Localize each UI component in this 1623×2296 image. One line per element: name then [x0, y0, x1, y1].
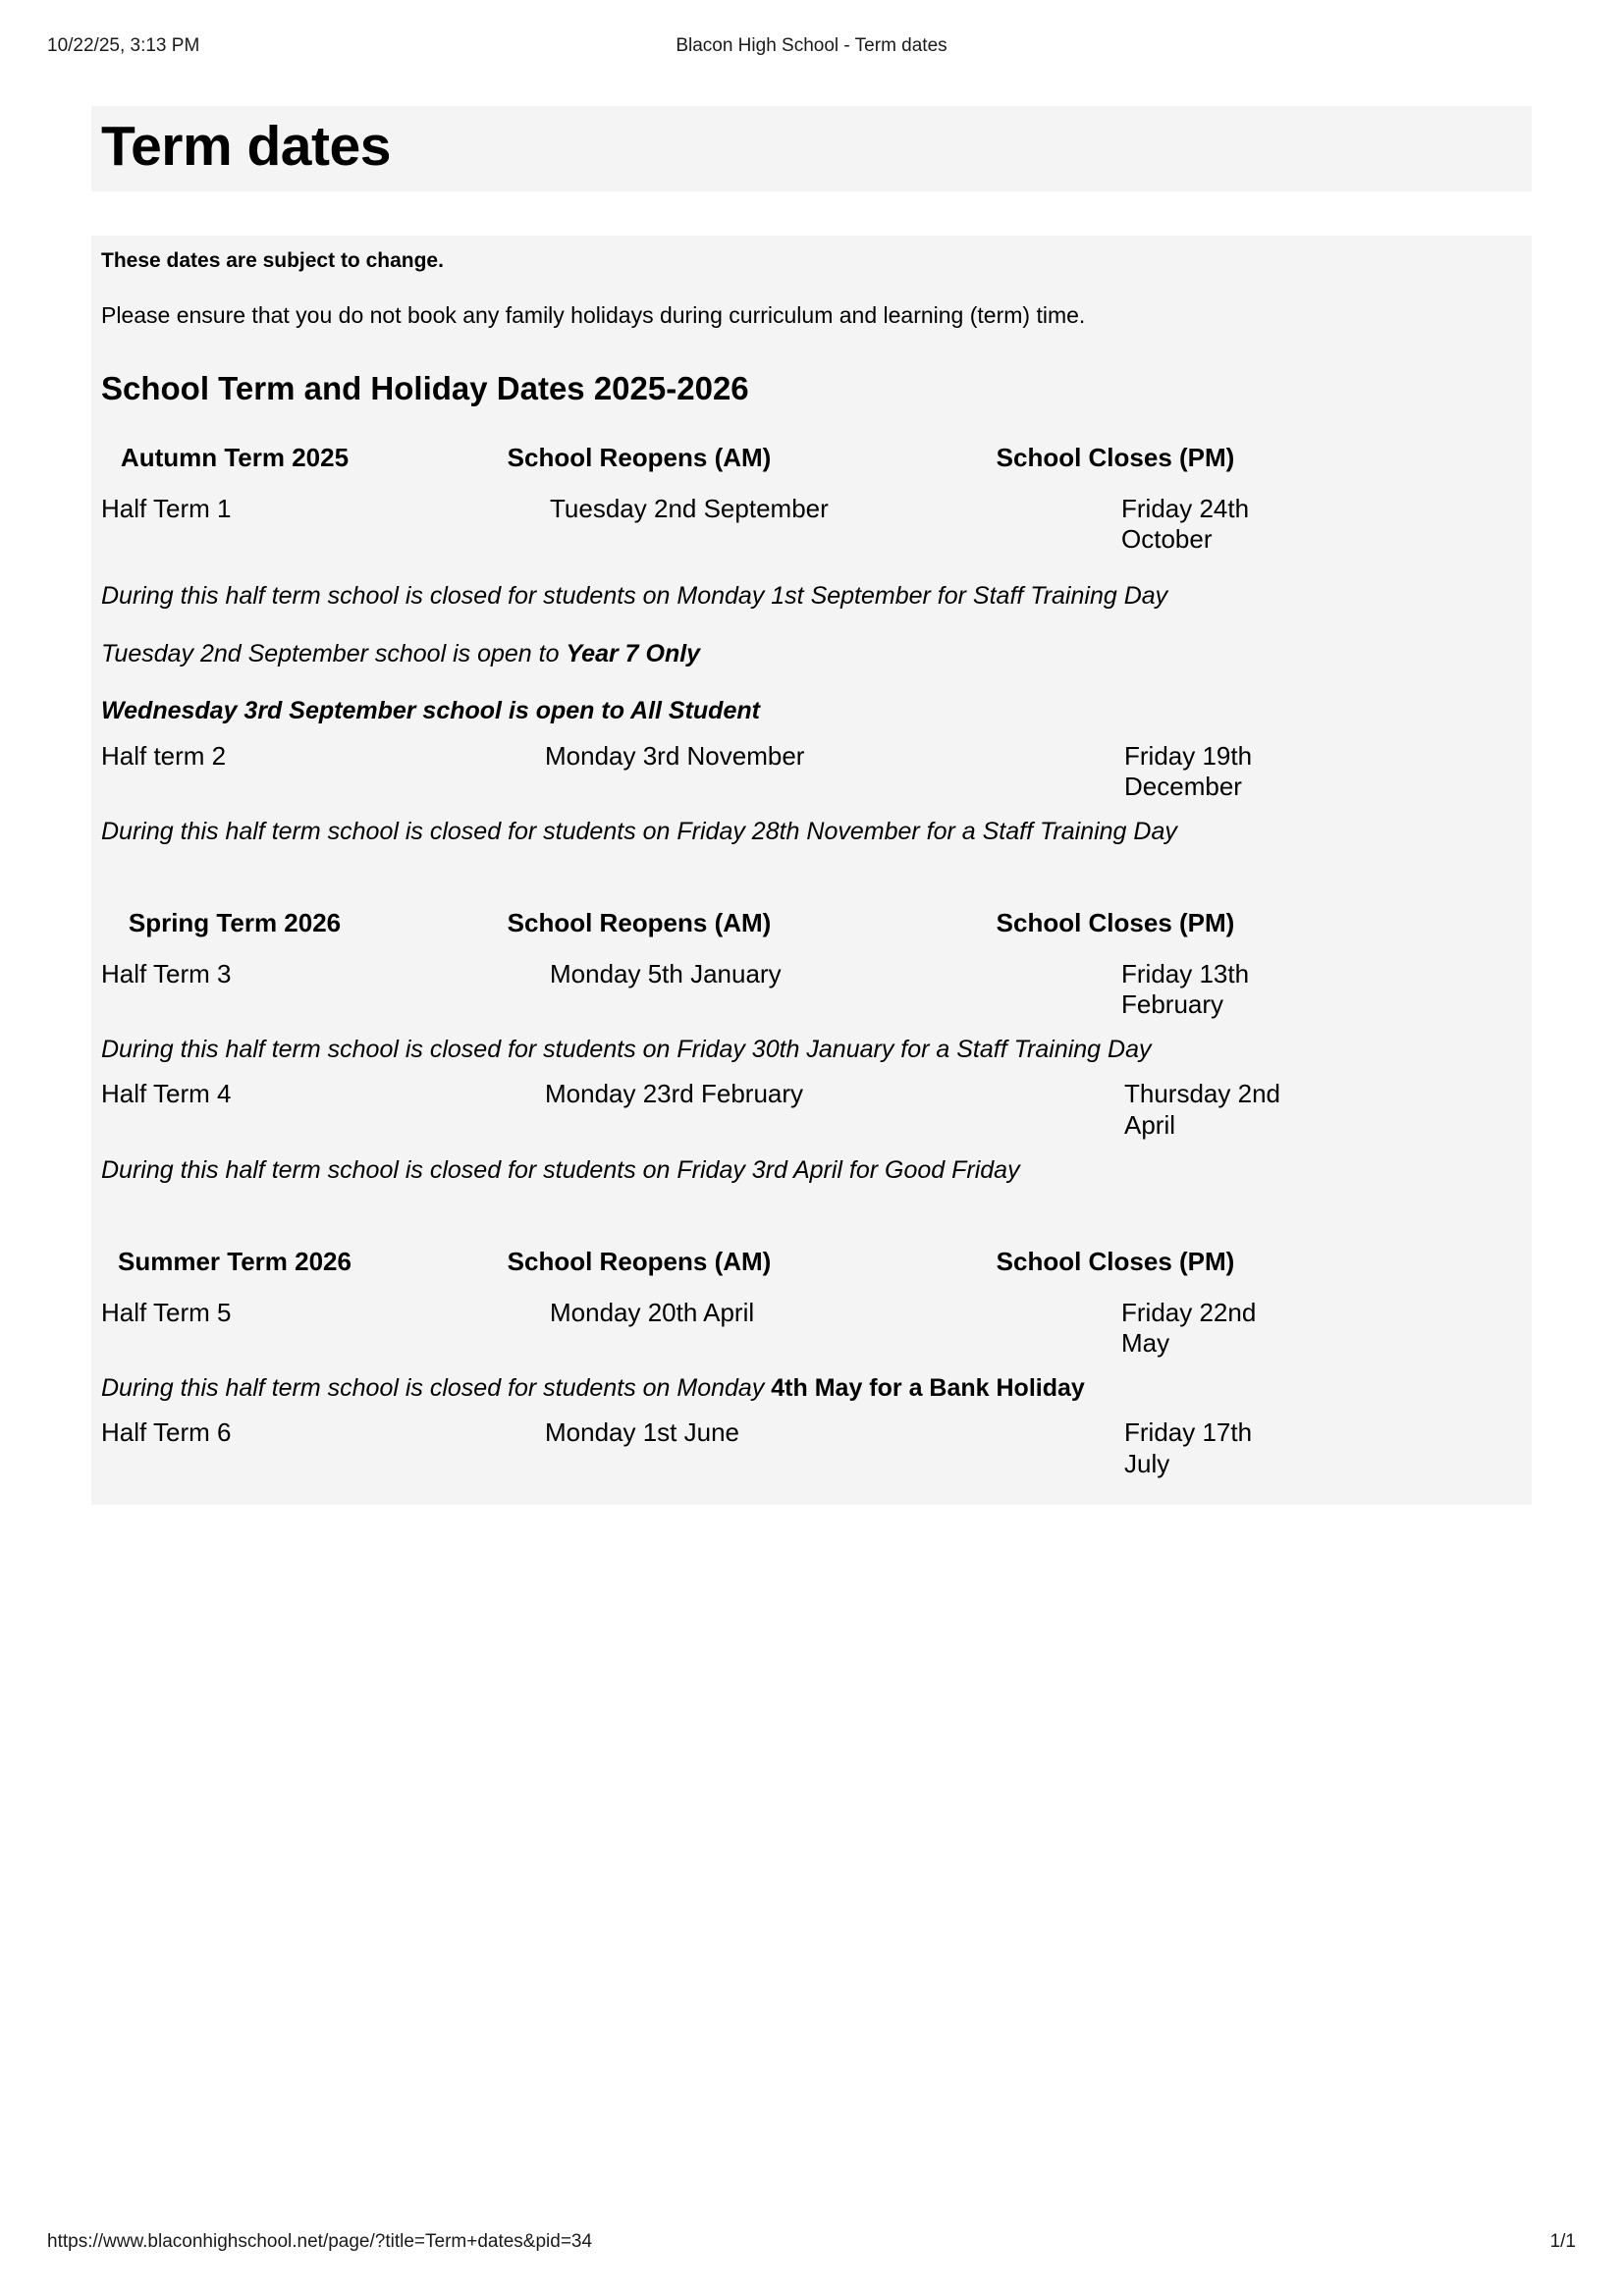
half-term-label: Half Term 4 [101, 1079, 232, 1109]
column-header-reopens: School Reopens (AM) [507, 908, 772, 938]
term-note [101, 695, 1532, 727]
term-name: Spring Term 2026 [128, 908, 342, 938]
term-note-text: During this half term school is closed for students on Friday 28th November for a Staff Training Day [101, 817, 1177, 845]
page-title: Term dates [101, 115, 391, 178]
print-header-date: 10/22/25, 3:13 PM [47, 35, 200, 56]
table-row [101, 494, 1515, 555]
section-heading: School Term and Holiday Dates 2025-2026 [101, 369, 749, 406]
print-footer [0, 2231, 1623, 2255]
term-header-row [101, 1247, 1515, 1277]
table-row [101, 1298, 1515, 1359]
half-term-closes: Friday 24th October [1121, 493, 1250, 554]
spacer [101, 727, 1532, 741]
page-title-band [91, 106, 1532, 191]
term-block-summer [101, 1247, 1532, 1478]
term-note-text: During this half term school is closed for students on Monday 1st September for Staff Training Day [101, 582, 1168, 611]
half-term-label: Half term 2 [101, 740, 227, 771]
content-panel [91, 236, 1532, 1505]
half-term-closes: Friday 22nd May [1121, 1297, 1257, 1358]
half-term-reopens: Tuesday 2nd September [550, 493, 829, 523]
half-term-closes: Friday 17th July [1124, 1417, 1253, 1478]
half-term-closes: Friday 13th February [1121, 958, 1250, 1019]
term-note-text: During this half term school is closed for students on Monday [101, 1373, 772, 1402]
half-term-reopens: Monday 1st June [545, 1417, 740, 1448]
term-name: Autumn Term 2025 [120, 443, 350, 473]
term-note [101, 816, 1532, 848]
term-block-autumn [101, 443, 1532, 847]
half-term-label: Half Term 3 [101, 958, 232, 988]
term-note [101, 580, 1532, 613]
term-note [101, 1034, 1532, 1066]
half-term-closes: Thursday 2nd April [1124, 1079, 1280, 1140]
term-note [101, 1154, 1532, 1187]
column-header-reopens: School Reopens (AM) [507, 443, 772, 473]
term-name: Summer Term 2026 [118, 1247, 352, 1277]
print-header-title: Blacon High School - Term dates [676, 35, 947, 56]
half-term-reopens: Monday 23rd February [545, 1079, 804, 1109]
intro-plain-note: Please ensure that you do not book any family holidays during curriculum and learning (term) time. [101, 301, 1086, 328]
page-body [91, 106, 1532, 1505]
half-term-label: Half Term 1 [101, 493, 232, 523]
term-note [101, 638, 1532, 670]
column-header-closes: School Closes (PM) [996, 908, 1235, 938]
print-footer-page-number: 1/1 [1549, 2231, 1576, 2252]
print-footer-url: https://www.blaconhighschool.net/page/?title=Term+dates&pid=34 [47, 2231, 593, 2252]
half-term-reopens: Monday 3rd November [545, 740, 805, 771]
column-header-closes: School Closes (PM) [996, 443, 1235, 473]
term-note-text: Tuesday 2nd September school is open to [101, 639, 567, 667]
term-note-text: During this half term school is closed for students on Friday 3rd April for Good Friday [101, 1155, 1020, 1184]
term-block-spring [101, 908, 1532, 1186]
print-header [0, 35, 1623, 59]
half-term-reopens: Monday 5th January [550, 958, 782, 988]
term-header-row [101, 908, 1515, 938]
column-header-closes: School Closes (PM) [996, 1247, 1235, 1277]
table-row [101, 959, 1515, 1020]
table-row [101, 741, 1515, 802]
term-header-row [101, 443, 1515, 473]
term-note-emphasis: 4th May for a Bank Holiday [771, 1373, 1085, 1402]
term-note [101, 1372, 1532, 1405]
intro-bold-note: These dates are subject to change. [101, 249, 444, 273]
term-note-text: During this half term school is closed for students on Friday 30th January for a Staff Training Day [101, 1035, 1152, 1063]
half-term-reopens: Monday 20th April [550, 1297, 755, 1327]
term-note-text: Wednesday 3rd September school is open to All Student [101, 697, 760, 725]
term-note-emphasis: Year 7 Only [566, 639, 701, 667]
half-term-closes: Friday 19th December [1124, 740, 1253, 801]
table-row [101, 1079, 1515, 1140]
table-row [101, 1417, 1515, 1478]
column-header-reopens: School Reopens (AM) [507, 1247, 772, 1277]
half-term-label: Half Term 5 [101, 1297, 232, 1327]
half-term-label: Half Term 6 [101, 1417, 232, 1448]
